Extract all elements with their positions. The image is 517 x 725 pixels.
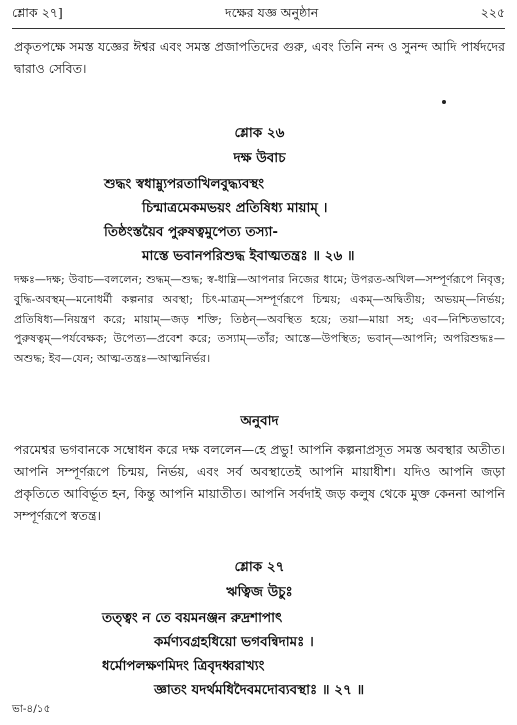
synonyms-26-paragraph: দক্ষঃ—দক্ষ; উবাচ—বললেন; শুদ্ধম্—শুদ্ধ; স্ব-ধাম্নি—আপনার নিজের ধামে; উপরত-অখিল—সম্পূর্ণরূপে নিবৃত্ত; বুদ্ধি-অবস্থম্—মনোধর্মী কল্পনার অবস্থা; চিৎ-মাত্রম্—সম্পূর্ণরূপে চিন্ময়; একম্—অদ্বিতীয়; অভয়ম্—নির্ভয়; প্রতিষিধ্য—নিয়ন্ত্রণ করে; মায়াম্—জড় শক্তি; তিষ্ঠন্—অবস্থিত হয়ে; তয়া—মায়া সহ; এব—নিশ্চিতভাবে; পুরুষত্বম্—পর্যবেক্ষক; উপেত্য—প্রবেশ করে; তস্যাম্—তাঁর; আস্তে—উপস্থিত; ভবান্—আপনি; অপরিশুদ্ধঃ—অশুদ্ধ; ইব—যেন; আত্ম-তন্ত্রঃ—আত্মনির্ভর। [14, 273, 505, 366]
verse-27-text [14, 606, 505, 702]
verse-27-speaker: ঋত্বিজ উচুঃ [226, 584, 293, 600]
header-page-number: ২২৫ [480, 5, 505, 20]
header-rule [12, 28, 505, 29]
intro-block [14, 36, 505, 80]
verse-27-number: শ্লোক ২৭ [234, 559, 285, 575]
footer-signature: ভা-৪/১৫ [12, 703, 51, 715]
verse-26-line-2: চিন্মাত্রমেকমভয়ং প্রতিষিধ্য মায়াম্ । [142, 200, 328, 216]
verse-26-text [14, 172, 505, 268]
intro-paragraph: প্রকৃতপক্ষে সমস্ত যজ্ঞের ঈশ্বর এবং সমস্ত প্রজাপতিদের গুরু, এবং তিনি নন্দ ও সুনন্দ আদি পার্ষদদের দ্বারাও সেবিত। [14, 39, 505, 76]
translation-heading: অনুবাদ [240, 413, 279, 429]
translation-26-paragraph: পরমেশ্বর ভগবানকে সম্বোধন করে দক্ষ বললেন—হে প্রভু! আপনি কল্পনাপ্রসূত সমস্ত অবস্থার অতীত। আপনি সম্পূর্ণরূপে চিন্ময়, নির্ভয়, এবং সর্ব অবস্থাতেই আপনি মায়াধীশ। যদিও আপনি জড়া প্রকৃতিতে আবির্ভূত হন, কিন্তু আপনি মায়াতীত। আপনি সর্বদাই জড় কলুষ থেকে মুক্ত কেননা আপনি সম্পূর্ণরূপে স্বতন্ত্র। [14, 442, 505, 523]
verse-26-line-3: তিষ্ঠংস্তয়ৈব পুরুষত্বমুপেত্য তস্যা- [104, 224, 279, 240]
verse-27-block [14, 556, 505, 702]
verse-27-line-4: জ্ঞাতং যদর্থমধিদৈবমদোব্যবস্থাঃ ॥ ২৭ ॥ [154, 682, 365, 698]
translation-26-block [14, 410, 505, 527]
synonyms-26-block [14, 270, 505, 369]
verse-26-speaker: দক্ষ উবাচ [233, 150, 286, 166]
verse-27-line-2: কর্মণ্যবগ্রহধিয়ো ভগবন্বিদামঃ । [154, 634, 314, 650]
verse-27-line-3: ধর্মোপলক্ষণমিদং ত্রিবৃদধ্বরাখ্যং [102, 658, 265, 674]
verse-26-block [14, 122, 505, 268]
verse-26-line-4: মাস্তে ভবানপরিশুদ্ধ ইবাত্মতন্ত্রঃ ॥ ২৬ ॥ [142, 248, 355, 264]
header-chapter-title: দক্ষের যজ্ঞ অনুষ্ঠান [225, 5, 319, 20]
running-header [12, 4, 505, 26]
ink-dot [442, 100, 446, 104]
verse-26-number: শ্লোক ২৬ [234, 125, 285, 141]
verse-26-line-1: শুদ্ধং স্বধাম্ন্যুপরতাখিলবুদ্ধ্যবস্থং [104, 176, 265, 192]
header-verse-ref: শ্লোক ২৭] [12, 5, 63, 20]
verse-27-line-1: তত্ত্বং ন তে বয়মনঞ্জন রুদ্রশাপাৎ [102, 610, 283, 626]
